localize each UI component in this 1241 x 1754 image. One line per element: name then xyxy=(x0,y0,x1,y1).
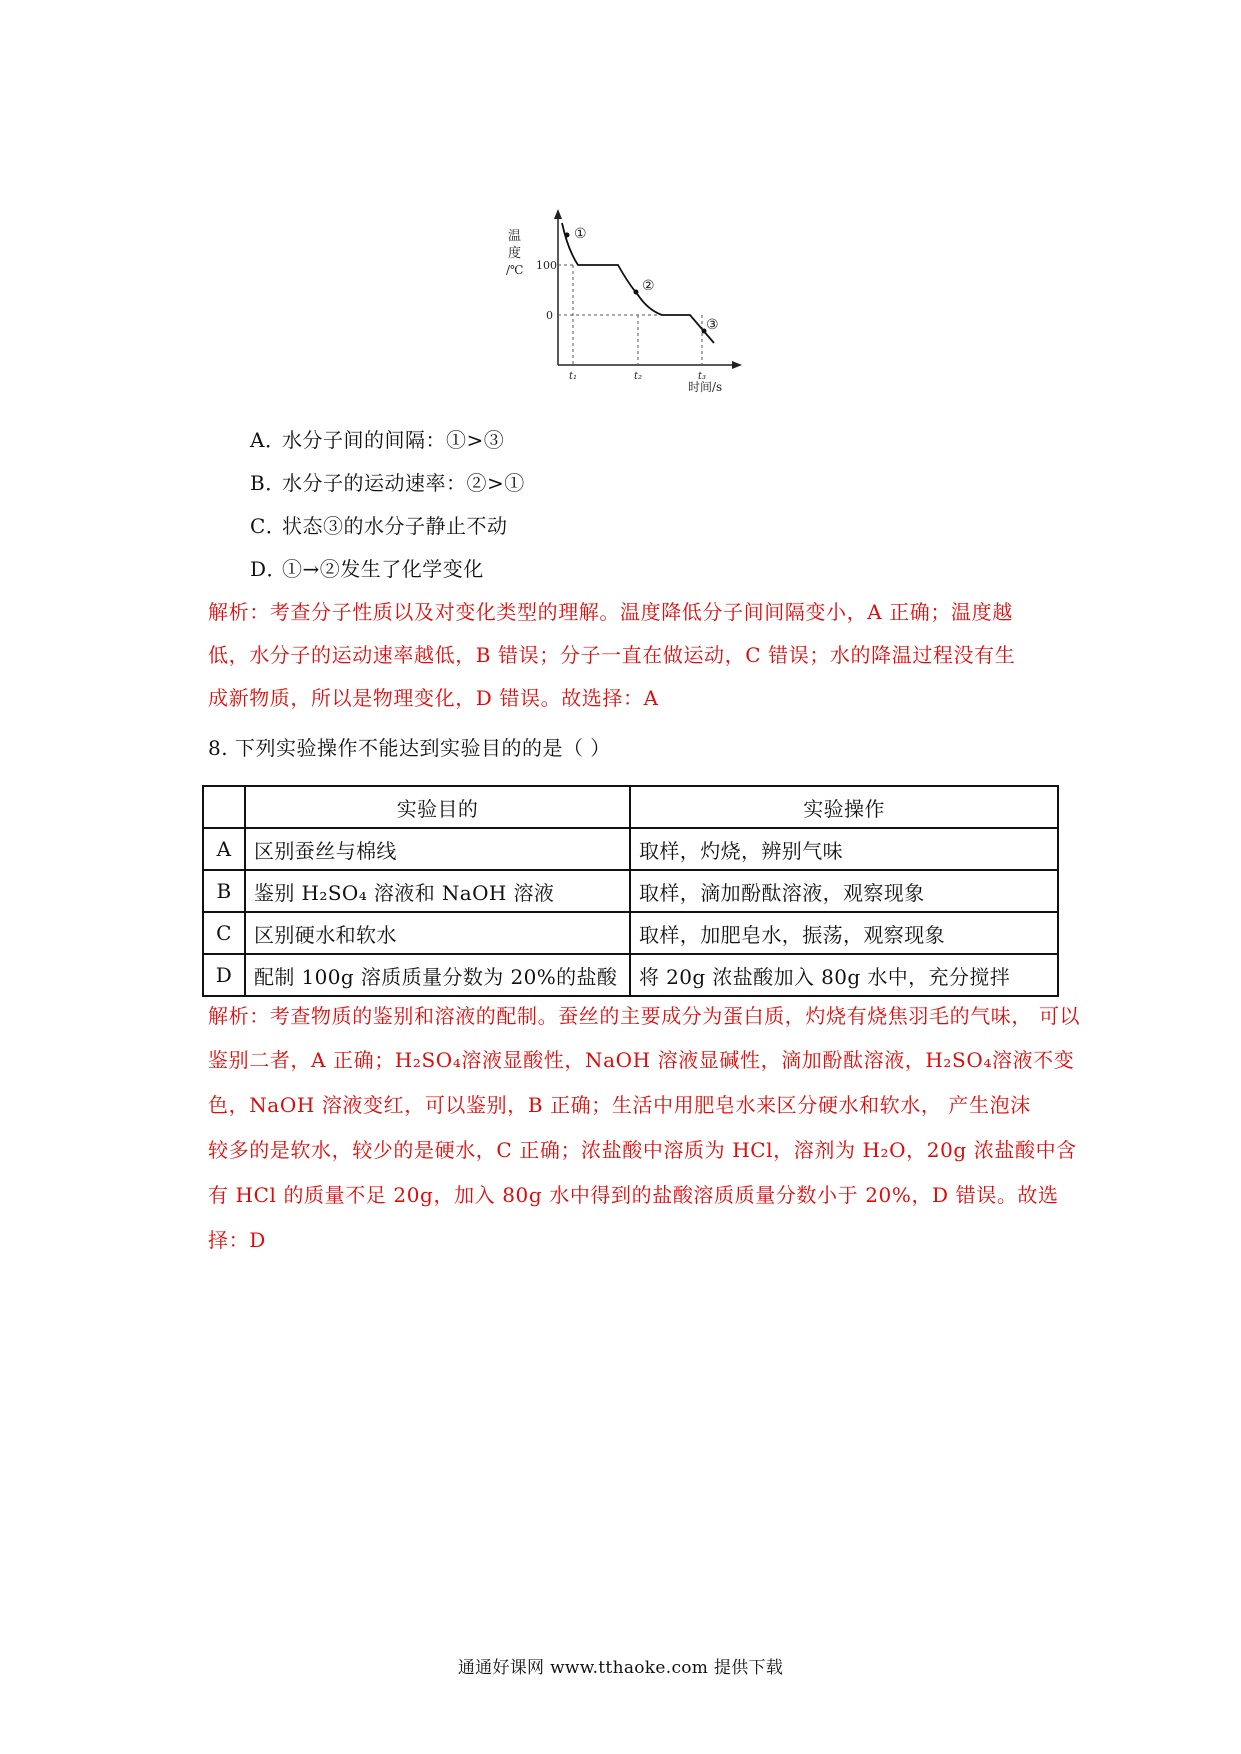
y-axis-arrow xyxy=(554,209,562,219)
point-1 xyxy=(565,233,570,238)
table-row xyxy=(203,870,1058,912)
table-cell: 区别硬水和软水 xyxy=(245,912,630,954)
option-letter: D． xyxy=(250,557,288,581)
option-letter: A． xyxy=(250,428,286,452)
table-cell: A xyxy=(203,828,245,870)
option-letter: C． xyxy=(250,514,287,538)
y-tick-100: 100 xyxy=(536,259,557,272)
analysis2-line-4: 较多的是软水，较少的是硬水，C 正确；浓盐酸中溶质为 HCl，溶剂为 H₂O，20g 浓盐酸中含 xyxy=(208,1138,1077,1162)
point-2 xyxy=(634,290,639,295)
analysis2-line-5: 有 HCl 的质量不足 20g，加入 80g 水中得到的盐酸溶质质量分数小于 20%，D 错误。故选 xyxy=(208,1183,1059,1207)
table-header-cell xyxy=(203,786,245,828)
table-row xyxy=(203,954,1058,996)
option-d xyxy=(250,557,484,581)
table-header-cell: 实验操作 xyxy=(630,786,1058,828)
footer-source: 通通好课网 www.tthaoke.com 提供下载 xyxy=(457,1658,784,1678)
option-b xyxy=(250,471,525,495)
analysis1-line-2: 低，水分子的运动速率越低，B 错误；分子一直在做运动，C 错误；水的降温过程没有生 xyxy=(208,643,1016,667)
analysis1-line-3: 成新物质，所以是物理变化，D 错误。故选择：A xyxy=(208,686,659,710)
analysis2-line-2: 鉴别二者，A 正确；H₂SO₄溶液显酸性，NaOH 溶液显碱性，滴加酚酞溶液，H₂SO₄溶液不变 xyxy=(208,1048,1075,1072)
analysis2-line-1: 解析：考查物质的鉴别和溶液的配制。蚕丝的主要成分为蛋白质，灼烧有烧焦羽毛的气味， 可以 xyxy=(208,1004,1081,1028)
y-tick-0: 0 xyxy=(546,309,553,322)
analysis2-line-3: 色，NaOH 溶液变红，可以鉴别，B 正确；生活中用肥皂水来区分硬水和软水， 产生泡沫 xyxy=(208,1093,1031,1117)
option-a xyxy=(250,428,504,452)
table-row xyxy=(203,912,1058,954)
table-cell: 取样，加肥皂水，振荡，观察现象 xyxy=(630,912,1058,954)
table-cell: 取样，灼烧，辨别气味 xyxy=(630,828,1058,870)
option-text: 水分子的运动速率：②>① xyxy=(282,471,525,495)
table-header-cell: 实验目的 xyxy=(245,786,630,828)
table-cell: 鉴别 H₂SO₄ 溶液和 NaOH 溶液 xyxy=(245,870,630,912)
table-header-row xyxy=(203,786,1058,828)
y-label-1: 温 xyxy=(508,229,522,244)
option-text: ①→②发生了化学变化 xyxy=(282,557,484,581)
table-cell: 取样，滴加酚酞溶液，观察现象 xyxy=(630,870,1058,912)
experiment-table xyxy=(202,785,1059,997)
table-cell: D xyxy=(203,954,245,996)
point-label-3: ③ xyxy=(706,317,719,333)
option-c xyxy=(250,514,508,538)
analysis2-line-6: 择：D xyxy=(208,1228,266,1252)
y-label-3: /℃ xyxy=(506,263,524,277)
table-row xyxy=(203,828,1058,870)
analysis1-line-1: 解析：考查分子性质以及对变化类型的理解。温度降低分子间间隔变小，A 正确；温度越 xyxy=(208,600,1013,624)
x-tick-t3: t₃ xyxy=(698,371,707,382)
x-tick-t2: t₂ xyxy=(634,371,643,382)
table-cell: B xyxy=(203,870,245,912)
option-text: 状态③的水分子静止不动 xyxy=(282,514,508,538)
table-cell: 配制 100g 溶质质量分数为 20%的盐酸 xyxy=(245,954,630,996)
table-cell: 将 20g 浓盐酸加入 80g 水中，充分搅拌 xyxy=(630,954,1058,996)
point-label-2: ② xyxy=(642,278,655,294)
question-8: 8. 下列实验操作不能达到实验目的的是（ ） xyxy=(208,736,611,760)
x-tick-t1: t₁ xyxy=(569,371,578,382)
point-label-1: ① xyxy=(574,226,587,242)
table-cell: C xyxy=(203,912,245,954)
x-axis-arrow xyxy=(732,361,742,369)
table-cell: 区别蚕丝与棉线 xyxy=(245,828,630,870)
y-label-2: 度 xyxy=(508,246,522,261)
option-letter: B． xyxy=(250,471,286,495)
x-axis-label: 时间/s xyxy=(688,380,723,394)
option-text: 水分子间的间隔：①>③ xyxy=(282,428,505,452)
temperature-time-graph xyxy=(478,205,758,395)
